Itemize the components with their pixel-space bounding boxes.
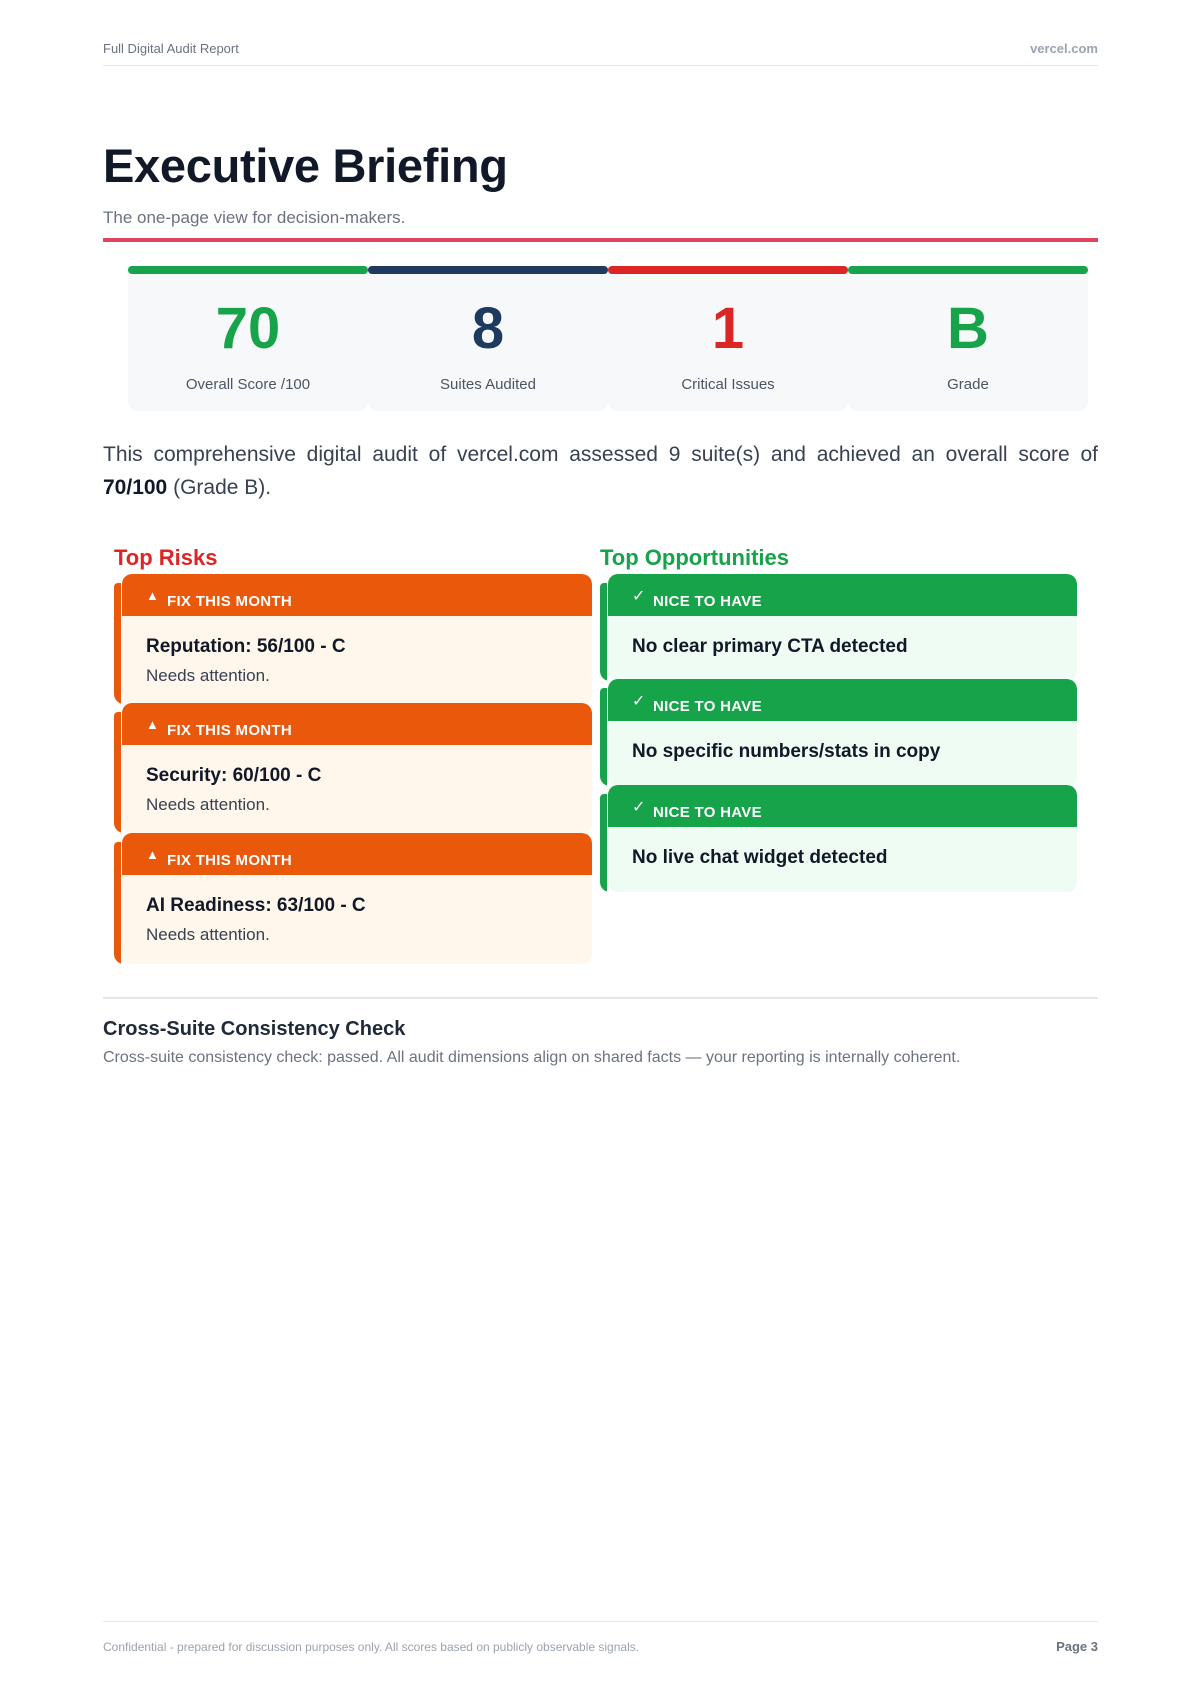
risk-heading: AI Readiness: 63/100 - C xyxy=(146,895,366,916)
stat-value: 8 xyxy=(471,296,505,361)
opportunity-badge: NICE TO HAVE xyxy=(653,593,762,610)
opportunity-card xyxy=(600,785,1077,892)
risk-note: Needs attention. xyxy=(146,666,270,685)
section-divider xyxy=(103,997,1098,999)
risk-card xyxy=(114,574,592,704)
title-divider xyxy=(103,238,1098,242)
risk-badge: FIX THIS MONTH xyxy=(167,593,293,610)
stat-card-overall-score xyxy=(128,266,368,411)
risk-card xyxy=(114,833,592,964)
summary-paragraph xyxy=(103,438,1098,504)
summary-text: This comprehensive digital audit of vercel.com assessed 9 suite(s) and achieved an overall score of xyxy=(103,443,1098,466)
risk-heading: Reputation: 56/100 - C xyxy=(146,636,346,657)
risk-badge: FIX THIS MONTH xyxy=(167,722,293,739)
risk-heading: Security: 60/100 - C xyxy=(146,765,322,786)
opportunity-card xyxy=(600,574,1077,681)
report-name: Full Digital Audit Report xyxy=(103,41,239,56)
page-title: Executive Briefing xyxy=(103,139,508,192)
opportunity-card-band xyxy=(608,679,1077,721)
warning-triangle-icon: ▲ xyxy=(146,588,160,603)
summary-grade: (Grade B). xyxy=(173,476,272,499)
stat-value: 70 xyxy=(215,296,281,361)
page-number: Page 3 xyxy=(1056,1639,1098,1654)
risk-note: Needs attention. xyxy=(146,925,270,944)
checkmark-icon: ✓ xyxy=(632,799,646,816)
consistency-heading: Cross-Suite Consistency Check xyxy=(103,1018,406,1040)
stat-accent-bar xyxy=(848,266,1088,274)
risk-card-band xyxy=(122,703,592,745)
stat-label: Overall Score /100 xyxy=(185,376,311,393)
checkmark-icon: ✓ xyxy=(632,588,646,605)
stat-value: B xyxy=(947,296,989,361)
opportunity-heading: No live chat widget detected xyxy=(632,847,888,868)
stat-accent-bar xyxy=(368,266,608,274)
opportunity-card-body xyxy=(608,679,1077,786)
consistency-text: Cross-suite consistency check: passed. All audit dimensions align on shared facts — your reporting is internally coherent. xyxy=(103,1049,961,1066)
opportunity-badge: NICE TO HAVE xyxy=(653,698,762,715)
warning-triangle-icon: ▲ xyxy=(146,847,160,862)
stat-cards xyxy=(128,266,1089,411)
opportunity-card-edge xyxy=(600,583,607,681)
stat-card-critical-issues xyxy=(608,266,848,411)
risk-card-body xyxy=(122,574,592,704)
opportunity-card-band xyxy=(608,785,1077,827)
opportunity-card-body xyxy=(608,574,1077,681)
page-footer xyxy=(103,1621,1098,1652)
opportunity-card xyxy=(600,679,1077,786)
risk-card-edge xyxy=(114,583,121,704)
risk-card-edge xyxy=(114,842,121,964)
risk-note: Needs attention. xyxy=(146,795,270,814)
warning-triangle-icon: ▲ xyxy=(146,717,160,732)
stat-card-suites-audited xyxy=(368,266,608,411)
risk-card-band xyxy=(122,574,592,616)
risk-badge: FIX THIS MONTH xyxy=(167,852,293,869)
risk-card-band xyxy=(122,833,592,875)
confidential-note: Confidential - prepared for discussion purposes only. All scores based on publicly observable signals. xyxy=(103,1640,640,1654)
domain-label: vercel.com xyxy=(1030,41,1098,56)
stat-label: Grade xyxy=(947,376,989,393)
stat-label: Suites Audited xyxy=(440,376,536,393)
report-page xyxy=(103,0,1098,1684)
checkmark-icon: ✓ xyxy=(632,693,646,710)
stat-accent-bar xyxy=(128,266,368,274)
top-risks-heading: Top Risks xyxy=(114,545,218,570)
opportunity-heading: No specific numbers/stats in copy xyxy=(632,741,941,762)
page-subtitle: The one-page view for decision-makers. xyxy=(103,208,406,227)
summary-score: 70/100 xyxy=(103,476,168,499)
stat-value: 1 xyxy=(711,296,745,361)
opportunity-card-edge xyxy=(600,794,607,892)
risk-card-body xyxy=(122,833,592,964)
stat-card-grade xyxy=(848,266,1088,411)
opportunity-card-body xyxy=(608,785,1077,892)
risk-card xyxy=(114,703,592,833)
risk-card-body xyxy=(122,703,592,833)
stat-label: Critical Issues xyxy=(681,376,775,393)
opportunity-heading: No clear primary CTA detected xyxy=(632,636,908,657)
top-opportunities-heading: Top Opportunities xyxy=(600,545,790,570)
stat-accent-bar xyxy=(608,266,848,274)
risk-card-edge xyxy=(114,712,121,833)
opportunity-badge: NICE TO HAVE xyxy=(653,804,762,821)
opportunity-card-edge xyxy=(600,688,607,786)
page-header xyxy=(103,41,1098,66)
opportunity-card-band xyxy=(608,574,1077,616)
